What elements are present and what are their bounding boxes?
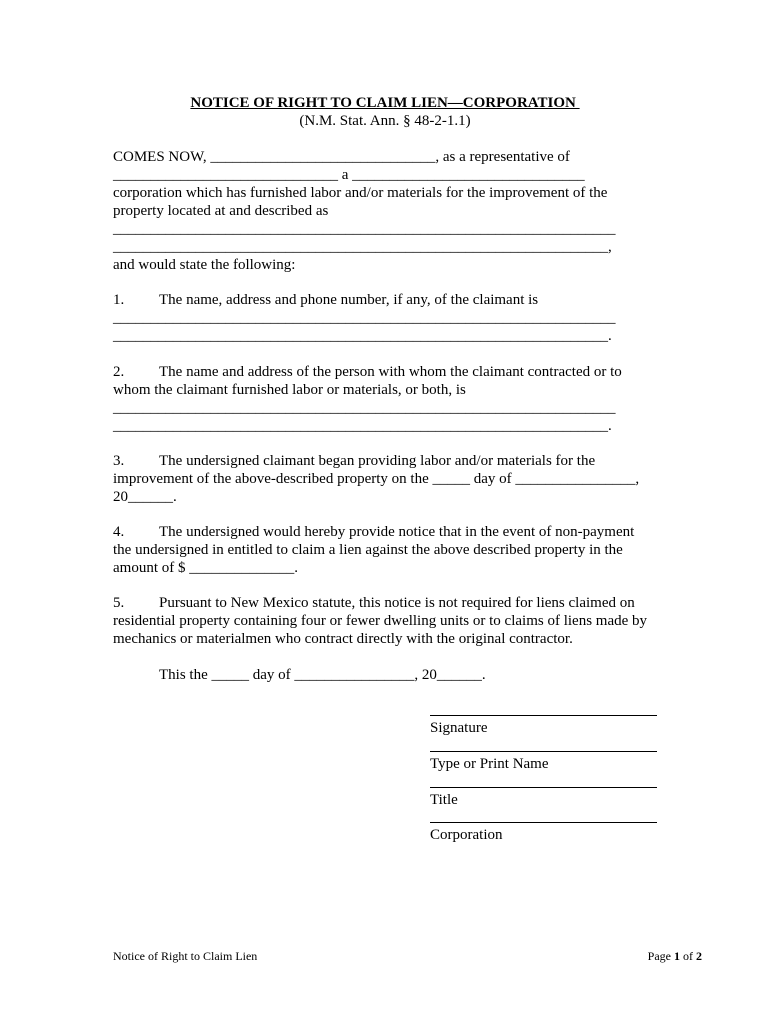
item-3-line-1: The undersigned claimant began providing labor and/or materials for the xyxy=(159,453,596,469)
item-5-line-1: Pursuant to New Mexico statute, this notice is not required for liens claimed on xyxy=(159,595,635,611)
item-1-number: 1. xyxy=(113,292,125,308)
item-4-number: 4. xyxy=(113,524,125,540)
item-5-line-3: mechanics or materialmen who contract directly with the original contractor. xyxy=(113,631,573,647)
item-1-blank-line-1: ___________________________________________________________________ xyxy=(113,310,616,326)
item-2-blank-line-1: ___________________________________________________________________ xyxy=(113,400,616,416)
item-4-line-1: The undersigned would hereby provide notice that in the event of non-payment xyxy=(159,524,635,540)
title-label: Title xyxy=(430,792,458,808)
intro-line-1: COMES NOW, ______________________________, as a representative of xyxy=(113,149,570,165)
item-3-number: 3. xyxy=(113,453,125,469)
intro-line-2: ______________________________ a _______________________________ xyxy=(113,167,585,183)
date-line: This the _____ day of ________________, 20______. xyxy=(159,667,486,683)
intro-blank-line-1: ___________________________________________________________________ xyxy=(113,221,616,237)
corporation-label: Corporation xyxy=(430,827,503,843)
intro-line-7: and would state the following: xyxy=(113,257,296,273)
item-2-blank-line-2: __________________________________________________________________. xyxy=(113,418,612,434)
signature-rule xyxy=(430,715,657,716)
document-title: NOTICE OF RIGHT TO CLAIM LIEN—CORPORATION xyxy=(190,95,580,111)
intro-line-3: corporation which has furnished labor and/or materials for the improvement of the xyxy=(113,185,608,201)
signature-label: Signature xyxy=(430,720,488,736)
page-total: 2 xyxy=(696,949,702,963)
item-3-line-3: 20______. xyxy=(113,489,177,505)
page-current: 1 xyxy=(674,949,680,963)
print-name-label: Type or Print Name xyxy=(430,756,549,772)
item-4-line-3: amount of $ ______________. xyxy=(113,560,298,576)
intro-blank-line-2: __________________________________________________________________, xyxy=(113,239,612,255)
page-middle: of xyxy=(680,949,696,963)
item-2-line-2: whom the claimant furnished labor or materials, or both, is xyxy=(113,382,466,398)
item-5-number: 5. xyxy=(113,595,125,611)
footer-document-name: Notice of Right to Claim Lien xyxy=(113,949,258,963)
document-subtitle: (N.M. Stat. Ann. § 48-2-1.1) xyxy=(299,113,471,129)
print-name-rule xyxy=(430,751,657,752)
item-2-number: 2. xyxy=(113,364,125,380)
intro-line-4: property located at and described as xyxy=(113,203,329,219)
title-rule xyxy=(430,787,657,788)
item-3-line-2: improvement of the above-described property on the _____ day of ________________, xyxy=(113,471,640,487)
item-5-line-2: residential property containing four or fewer dwelling units or to claims of liens made by xyxy=(113,613,648,629)
item-1-line-1: The name, address and phone number, if any, of the claimant is xyxy=(159,292,539,308)
item-4-line-2: the undersigned in entitled to claim a lien against the above described property in the xyxy=(113,542,623,558)
item-1-blank-line-2: __________________________________________________________________. xyxy=(113,328,612,344)
item-2-line-1: The name and address of the person with whom the claimant contracted or to xyxy=(159,364,622,380)
corporation-rule xyxy=(430,822,657,823)
footer-page-number xyxy=(648,948,702,964)
page-prefix: Page xyxy=(647,949,674,963)
